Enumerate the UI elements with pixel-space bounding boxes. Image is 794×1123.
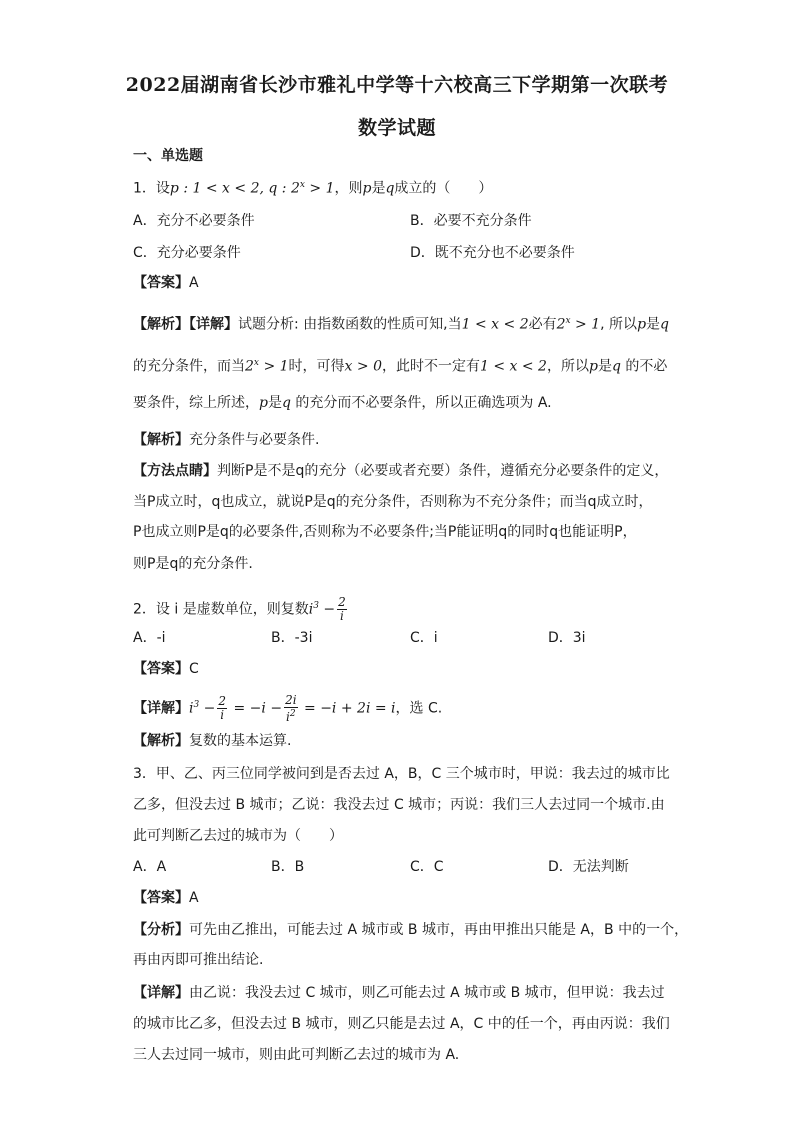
q3-option-b: B．B bbox=[271, 859, 305, 875]
q1-knowledge-point: 【解析】充分条件与必要条件. bbox=[133, 432, 320, 448]
q3-option-c: C．C bbox=[410, 859, 444, 875]
q1-method-line2: 当P成立时，q也成立，就说P是q的充分条件，否则称为不充分条件；而当q成立时， bbox=[133, 494, 653, 510]
q1-option-d: D．既不充分也不必要条件 bbox=[410, 245, 575, 261]
q3-fenxi-line1: 【分析】可先由乙推出，可能去过 A 城市或 B 城市，再由甲推出只能是 A，B 中的一个， bbox=[133, 922, 689, 938]
q1-method-line4: 则P是q的充分条件. bbox=[133, 556, 253, 572]
q1-analysis-line3: 要条件，综上所述，p是q 的充分而不必要条件，所以正确选项为 A. bbox=[133, 395, 552, 411]
q1-method-line3: P也成立则P是q的必要条件,否则称为不必要条件;当P能证明q的同时q也能证明P， bbox=[133, 524, 637, 540]
q2-knowledge-point: 【解析】复数的基本运算. bbox=[133, 733, 292, 749]
q1-option-c: C．充分必要条件 bbox=[133, 245, 241, 261]
q1-answer: 【答案】A bbox=[133, 275, 199, 291]
section-heading: 一、单选题 bbox=[133, 148, 203, 164]
q2-detail: 【详解】$i^3$ − $\frac{2}{i}$ = −i − $\frac{2i}{i^2}$ = −i + 2i = i，选 C. bbox=[133, 692, 443, 724]
q2-answer: 【答案】C bbox=[133, 661, 199, 677]
q3-detail-line3: 三人去过同一城市，则由此可判断乙去过的城市为 A. bbox=[133, 1047, 460, 1063]
q1-analysis-line2: 的充分条件，而当$2^x > 1$时，可得x > 0，此时不一定有1 < x < 2，所以p是q 的不必 bbox=[133, 358, 668, 375]
q3-answer: 【答案】A bbox=[133, 890, 199, 906]
q3-detail-line2: 的城市比乙多，但没去过 B 城市，则乙只能是去过 A，C 中的任一个，再由丙说：我们 bbox=[133, 1016, 670, 1032]
q1-analysis-line1: 【解析】【详解】试题分析: 由指数函数的性质可知,当1 < x < 2必有$2^x > 1$, 所以p是q bbox=[133, 316, 669, 333]
q1-stem: 1．设p : 1 < x < 2, q : $2^x > 1$，则p是q成立的（ ） bbox=[133, 180, 493, 197]
q3-stem-line2: 乙多，但没去过 B 城市；乙说：我没去过 C 城市；丙说：我们三人去过同一个城市.由 bbox=[133, 797, 665, 813]
q3-stem-line3: 此可判断乙去过的城市为（ ） bbox=[133, 828, 343, 844]
q2-option-a: A．-i bbox=[133, 630, 166, 646]
q3-detail-line1: 【详解】由乙说：我没去过 C 城市，则乙可能去过 A 城市或 B 城市，但甲说：我去过 bbox=[133, 985, 665, 1001]
q3-option-a: A．A bbox=[133, 859, 167, 875]
document-title: 2022届湖南省长沙市雅礼中学等十六校高三下学期第一次联考 bbox=[125, 74, 669, 96]
q1-option-a: A．充分不必要条件 bbox=[133, 213, 255, 229]
q2-detail-fraction-2: $\frac{2i}{i^2}$ bbox=[285, 692, 297, 724]
q3-option-d: D．无法判断 bbox=[548, 859, 629, 875]
q3-fenxi-line2: 再由丙即可推出结论. bbox=[133, 952, 264, 968]
q1-method-line1: 【方法点睛】判断P是不是q的充分（必要或者充要）条件，遵循充分必要条件的定义， bbox=[133, 463, 669, 479]
document-subtitle: 数学试题 bbox=[357, 117, 436, 139]
q2-option-c: C．i bbox=[410, 630, 438, 646]
q2-option-d: D．3i bbox=[548, 630, 586, 646]
q2-stem: 2．设 i 是虚数单位，则复数$i^3$ − $\frac{2}{i}$ bbox=[133, 595, 346, 624]
q3-stem-line1: 3．甲、乙、丙三位同学被问到是否去过 A，B，C 三个城市时，甲说：我去过的城市比 bbox=[133, 766, 670, 782]
q1-option-b: B．必要不充分条件 bbox=[410, 213, 532, 229]
q2-detail-fraction-1: $\frac{2}{i}$ bbox=[218, 694, 227, 723]
q2-stem-fraction: $\frac{2}{i}$ bbox=[338, 595, 346, 624]
q2-option-b: B．-3i bbox=[271, 630, 313, 646]
